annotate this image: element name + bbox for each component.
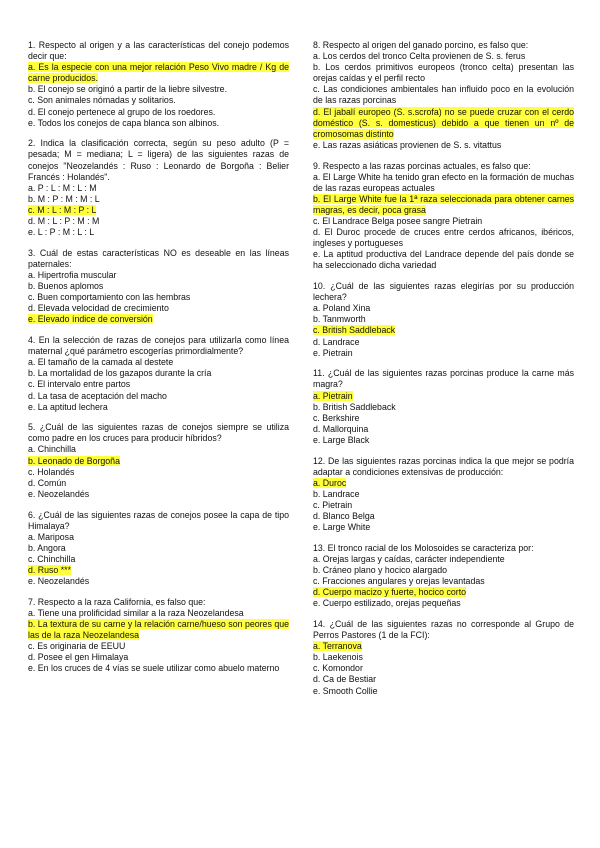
- answer-option: [28, 391, 289, 402]
- answer-option: [313, 84, 574, 106]
- answer-text: d. Ca de Bestiar: [313, 674, 377, 685]
- answer-text: a. El Large White ha tenido gran efecto en la formación de muchas de las razas europeas actuales: [313, 171, 574, 193]
- answer-text: c. Komondor: [313, 663, 363, 674]
- answer-text: e. L : P : M : L : L: [28, 227, 95, 238]
- answer-text: d. Común: [28, 477, 67, 488]
- answer-option: [313, 172, 574, 194]
- answer-text: b. Cráneo plano y hocico alargado: [313, 565, 447, 575]
- answer-text: e. Large Black: [313, 434, 370, 445]
- question-block: [28, 40, 289, 129]
- answer-option: [28, 565, 289, 576]
- answer-text: c. Las condiciones ambientales han influido poco en la evolución de las razas porcinas: [313, 84, 574, 106]
- answer-text: e. Todos los conejos de capa blanca son albinos.: [28, 117, 220, 128]
- answer-option: [313, 554, 574, 565]
- question-stem: 3. Cuál de estas características NO es deseable en las líneas paternales:: [28, 247, 289, 269]
- highlighted-answer-text: c. M : L : M : P : L: [28, 204, 97, 215]
- answer-text: d. El conejo pertenece al grupo de los roedores.: [28, 106, 216, 117]
- highlighted-answer-text: d. El jabalí europeo (S. s.scrofa) no se puede cruzar con el cerdo doméstico (S. s. domesticus) debido a que tienen un nº de cromosomas distinto: [313, 106, 574, 139]
- answer-option: [313, 227, 574, 249]
- answer-text: b. Laekenois: [313, 652, 363, 663]
- answer-text: d. Landrace: [313, 336, 360, 347]
- answer-text: a. Tiene una prolificidad similar a la raza Neozelandesa: [28, 607, 244, 618]
- answer-option: [313, 522, 574, 533]
- answer-text: d. M : L : P : M : M: [28, 216, 100, 226]
- answer-text: d. Mallorquina: [313, 423, 369, 434]
- answer-option: [28, 270, 289, 281]
- answer-option: [313, 511, 574, 522]
- answer-text: c. Buen comportamiento con las hembras: [28, 292, 191, 303]
- answer-option: [28, 227, 289, 238]
- question-block: [313, 40, 574, 151]
- answer-option: [28, 107, 289, 118]
- highlighted-answer-text: e. Elevado índice de conversión: [28, 314, 153, 325]
- answer-text: a. Chinchilla: [28, 444, 76, 455]
- answer-option: [28, 314, 289, 325]
- answer-option: [28, 543, 289, 554]
- answer-option: [313, 391, 574, 402]
- answer-text: b. Buenos aplomos: [28, 281, 104, 292]
- answer-text: a. Mariposa: [28, 531, 74, 542]
- answer-option: [28, 554, 289, 565]
- answer-option: [313, 598, 574, 609]
- answer-text: c. Chinchilla: [28, 553, 76, 564]
- answer-option: [313, 402, 574, 413]
- question-block: [313, 161, 574, 272]
- answer-option: [28, 357, 289, 368]
- question-block: [313, 456, 574, 534]
- question-stem: 9. Respecto a las razas porcinas actuales, es falso que:: [313, 160, 531, 171]
- highlighted-answer-text: a. Duroc: [313, 477, 347, 488]
- answer-option: [313, 674, 574, 685]
- answer-option: [28, 62, 289, 84]
- question-stem: 6. ¿Cuál de las siguientes razas de conejos posee la capa de tipo Himalaya?: [28, 509, 289, 531]
- answer-option: [313, 303, 574, 314]
- answer-option: [28, 608, 289, 619]
- answer-option: [313, 194, 574, 216]
- highlighted-answer-text: a. Es la especie con una mejor relación Peso Vivo madre / Kg de carne producidos.: [28, 62, 289, 84]
- answer-option: [313, 686, 574, 697]
- left-column: [28, 40, 289, 684]
- answer-option: [28, 194, 289, 205]
- answer-option: [28, 368, 289, 379]
- answer-text: a. Los cerdos del tronco Celta provienen de S. s. ferus: [313, 51, 526, 62]
- highlighted-answer-text: a. Pietrain: [313, 390, 353, 401]
- answer-option: [28, 663, 289, 674]
- answer-text: b. Angora: [28, 542, 66, 553]
- answer-text: e. Smooth Collie: [313, 685, 378, 696]
- question-stem: 12. De las siguientes razas porcinas indica la que mejor se podría adaptar a condiciones extensivas de producción:: [313, 455, 574, 477]
- answer-text: c. El intervalo entre partos: [28, 379, 131, 390]
- answer-text: d. Elevada velocidad de crecimiento: [28, 303, 169, 314]
- question-block: [28, 422, 289, 500]
- answer-text: c. Pietrain: [313, 499, 353, 510]
- answer-option: [313, 216, 574, 227]
- answer-option: [313, 500, 574, 511]
- answer-option: [313, 652, 574, 663]
- answer-option: [313, 565, 574, 576]
- question-block: [28, 510, 289, 588]
- answer-text: b. Los cerdos primitivos europeos (tronco celta) presentan las orejas caídas y el perfil recto: [313, 62, 574, 84]
- answer-option: [313, 325, 574, 336]
- answer-option: [313, 348, 574, 359]
- answer-option: [313, 314, 574, 325]
- answer-option: [313, 424, 574, 435]
- question-stem: 8. Respecto al origen del ganado porcino, es falso que:: [313, 40, 529, 50]
- answer-text: c. Fracciones angulares y orejas levantadas: [313, 576, 485, 587]
- answer-text: a. Hipertrofia muscular: [28, 269, 117, 280]
- answer-option: [28, 402, 289, 413]
- answer-text: e. Large White: [313, 522, 371, 533]
- answer-text: e. Cuerpo estilizado, orejas pequeñas: [313, 598, 461, 609]
- answer-option: [313, 249, 574, 271]
- question-stem: 1. Respecto al origen y a las características del conejo podemos decir que:: [28, 40, 289, 62]
- highlighted-answer-text: b. Leonado de Borgoña: [28, 455, 120, 466]
- answer-text: b. British Saddleback: [313, 401, 396, 412]
- answer-text: c. Holandés: [28, 466, 75, 477]
- answer-text: b. El conejo se originó a partir de la liebre silvestre.: [28, 84, 228, 95]
- answer-option: [313, 107, 574, 140]
- answer-option: [313, 337, 574, 348]
- question-block: [313, 543, 574, 610]
- answer-option: [28, 467, 289, 478]
- question-stem: 2. Indica la clasificación correcta, según su peso adulto (P = pesada; M = mediana; L = ligera) de las siguientes razas de conejos "Neozelandés : Ruso : Leonardo de Borgoña : Belier Francés : Holandés".: [28, 138, 289, 182]
- question-block: [28, 335, 289, 413]
- question-block: [28, 248, 289, 326]
- question-stem: 11. ¿Cuál de las siguientes razas porcinas produce la carne más magra?: [313, 368, 574, 390]
- highlighted-answer-text: d. Cuerpo macizo y fuerte, hocico corto: [313, 587, 467, 598]
- answer-text: e. Neozelandés: [28, 576, 90, 587]
- answer-text: a. Orejas largas y caídas, carácter independiente: [313, 553, 505, 564]
- question-stem: 5. ¿Cuál de las siguientes razas de conejos siempre se utiliza como padre en los cruces para producir híbridos?: [28, 422, 289, 444]
- answer-option: [313, 478, 574, 489]
- question-stem: 7. Respecto a la raza California, es falso que:: [28, 596, 206, 607]
- highlighted-answer-text: a. Terranova: [313, 641, 362, 652]
- answer-option: [28, 281, 289, 292]
- question-block: [28, 138, 289, 238]
- question-block: [313, 619, 574, 697]
- answer-option: [28, 489, 289, 500]
- answer-text: d. La tasa de aceptación del macho: [28, 390, 167, 401]
- answer-text: d. Blanco Belga: [313, 511, 375, 522]
- answer-option: [28, 183, 289, 194]
- answer-option: [28, 641, 289, 652]
- answer-text: e. Pietrain: [313, 347, 353, 358]
- answer-option: [313, 576, 574, 587]
- answer-option: [28, 619, 289, 641]
- answer-option: [28, 379, 289, 390]
- question-stem: 14. ¿Cuál de las siguientes razas no corresponde al Grupo de Perros Pastores (1 de la FCI):: [313, 618, 574, 641]
- answer-option: [28, 95, 289, 106]
- answer-text: e. La aptitud lechera: [28, 401, 108, 412]
- answer-option: [28, 303, 289, 314]
- answer-text: a. Poland Xina: [313, 303, 371, 314]
- answer-text: e. La aptitud productiva del Landrace depende del país donde se ha seleccionado dicha variedad: [313, 249, 574, 271]
- answer-option: [28, 456, 289, 467]
- answer-option: [28, 576, 289, 587]
- answer-option: [28, 216, 289, 227]
- answer-option: [28, 205, 289, 216]
- answer-text: e. En los cruces de 4 vías se suele utilizar como abuelo materno: [28, 663, 280, 674]
- answer-option: [313, 51, 574, 62]
- highlighted-answer-text: d. Ruso ***: [28, 565, 72, 575]
- answer-option: [28, 532, 289, 543]
- answer-text: e. Neozelandés: [28, 488, 90, 499]
- question-block: [313, 368, 574, 446]
- answer-option: [313, 587, 574, 598]
- answer-option: [28, 478, 289, 489]
- answer-option: [28, 292, 289, 303]
- highlighted-answer-text: b. El Large White fue la 1ª raza seleccionada para obtener carnes magras, es decir, poca grasa: [313, 193, 574, 215]
- answer-option: [28, 118, 289, 129]
- answer-option: [28, 84, 289, 95]
- answer-option: [28, 444, 289, 455]
- answer-text: c. Son animales nómadas y solitarios.: [28, 95, 176, 106]
- answer-text: b. M : P : M : M : L: [28, 193, 100, 204]
- answer-option: [313, 489, 574, 500]
- question-stem: 4. En la selección de razas de conejos para utilizarla como línea maternal ¿qué parámetro escogerías primordialmente?: [28, 335, 289, 357]
- answer-text: e. Las razas asiáticas provienen de S. s. vitattus: [313, 139, 502, 150]
- answer-text: b. Landrace: [313, 488, 360, 499]
- question-block: [28, 597, 289, 675]
- answer-option: [313, 641, 574, 652]
- answer-text: d. Posee el gen Himalaya: [28, 652, 129, 663]
- answer-text: b. La mortalidad de los gazapos durante la cría: [28, 368, 212, 379]
- question-stem: 13. El tronco racial de los Molosoides se caracteriza por:: [313, 542, 534, 553]
- answer-text: c. El Landrace Belga posee sangre Pietrain: [313, 216, 483, 226]
- answer-option: [28, 652, 289, 663]
- right-column: [313, 40, 574, 706]
- answer-text: c. Berkshire: [313, 412, 360, 423]
- answer-option: [313, 663, 574, 674]
- highlighted-answer-text: b. La textura de su carne y la relación carne/hueso son peores que las de la raza Neozelandesa: [28, 618, 289, 641]
- answer-text: a. El tamaño de la camada al destete: [28, 357, 174, 368]
- answer-option: [313, 413, 574, 424]
- question-block: [313, 281, 574, 359]
- answer-text: a. P : L : M : L : M: [28, 182, 97, 193]
- answer-option: [313, 435, 574, 446]
- highlighted-answer-text: c. British Saddleback: [313, 325, 396, 336]
- answer-text: d. El Duroc procede de cruces entre cerdos africanos, ibéricos, ingleses y portugueses: [313, 227, 574, 249]
- answer-text: b. Tanmworth: [313, 314, 366, 325]
- question-stem: 10. ¿Cuál de las siguientes razas elegirías por su producción lechera?: [313, 281, 574, 303]
- answer-option: [313, 140, 574, 151]
- answer-text: c. Es originaria de EEUU: [28, 641, 126, 652]
- answer-option: [313, 62, 574, 84]
